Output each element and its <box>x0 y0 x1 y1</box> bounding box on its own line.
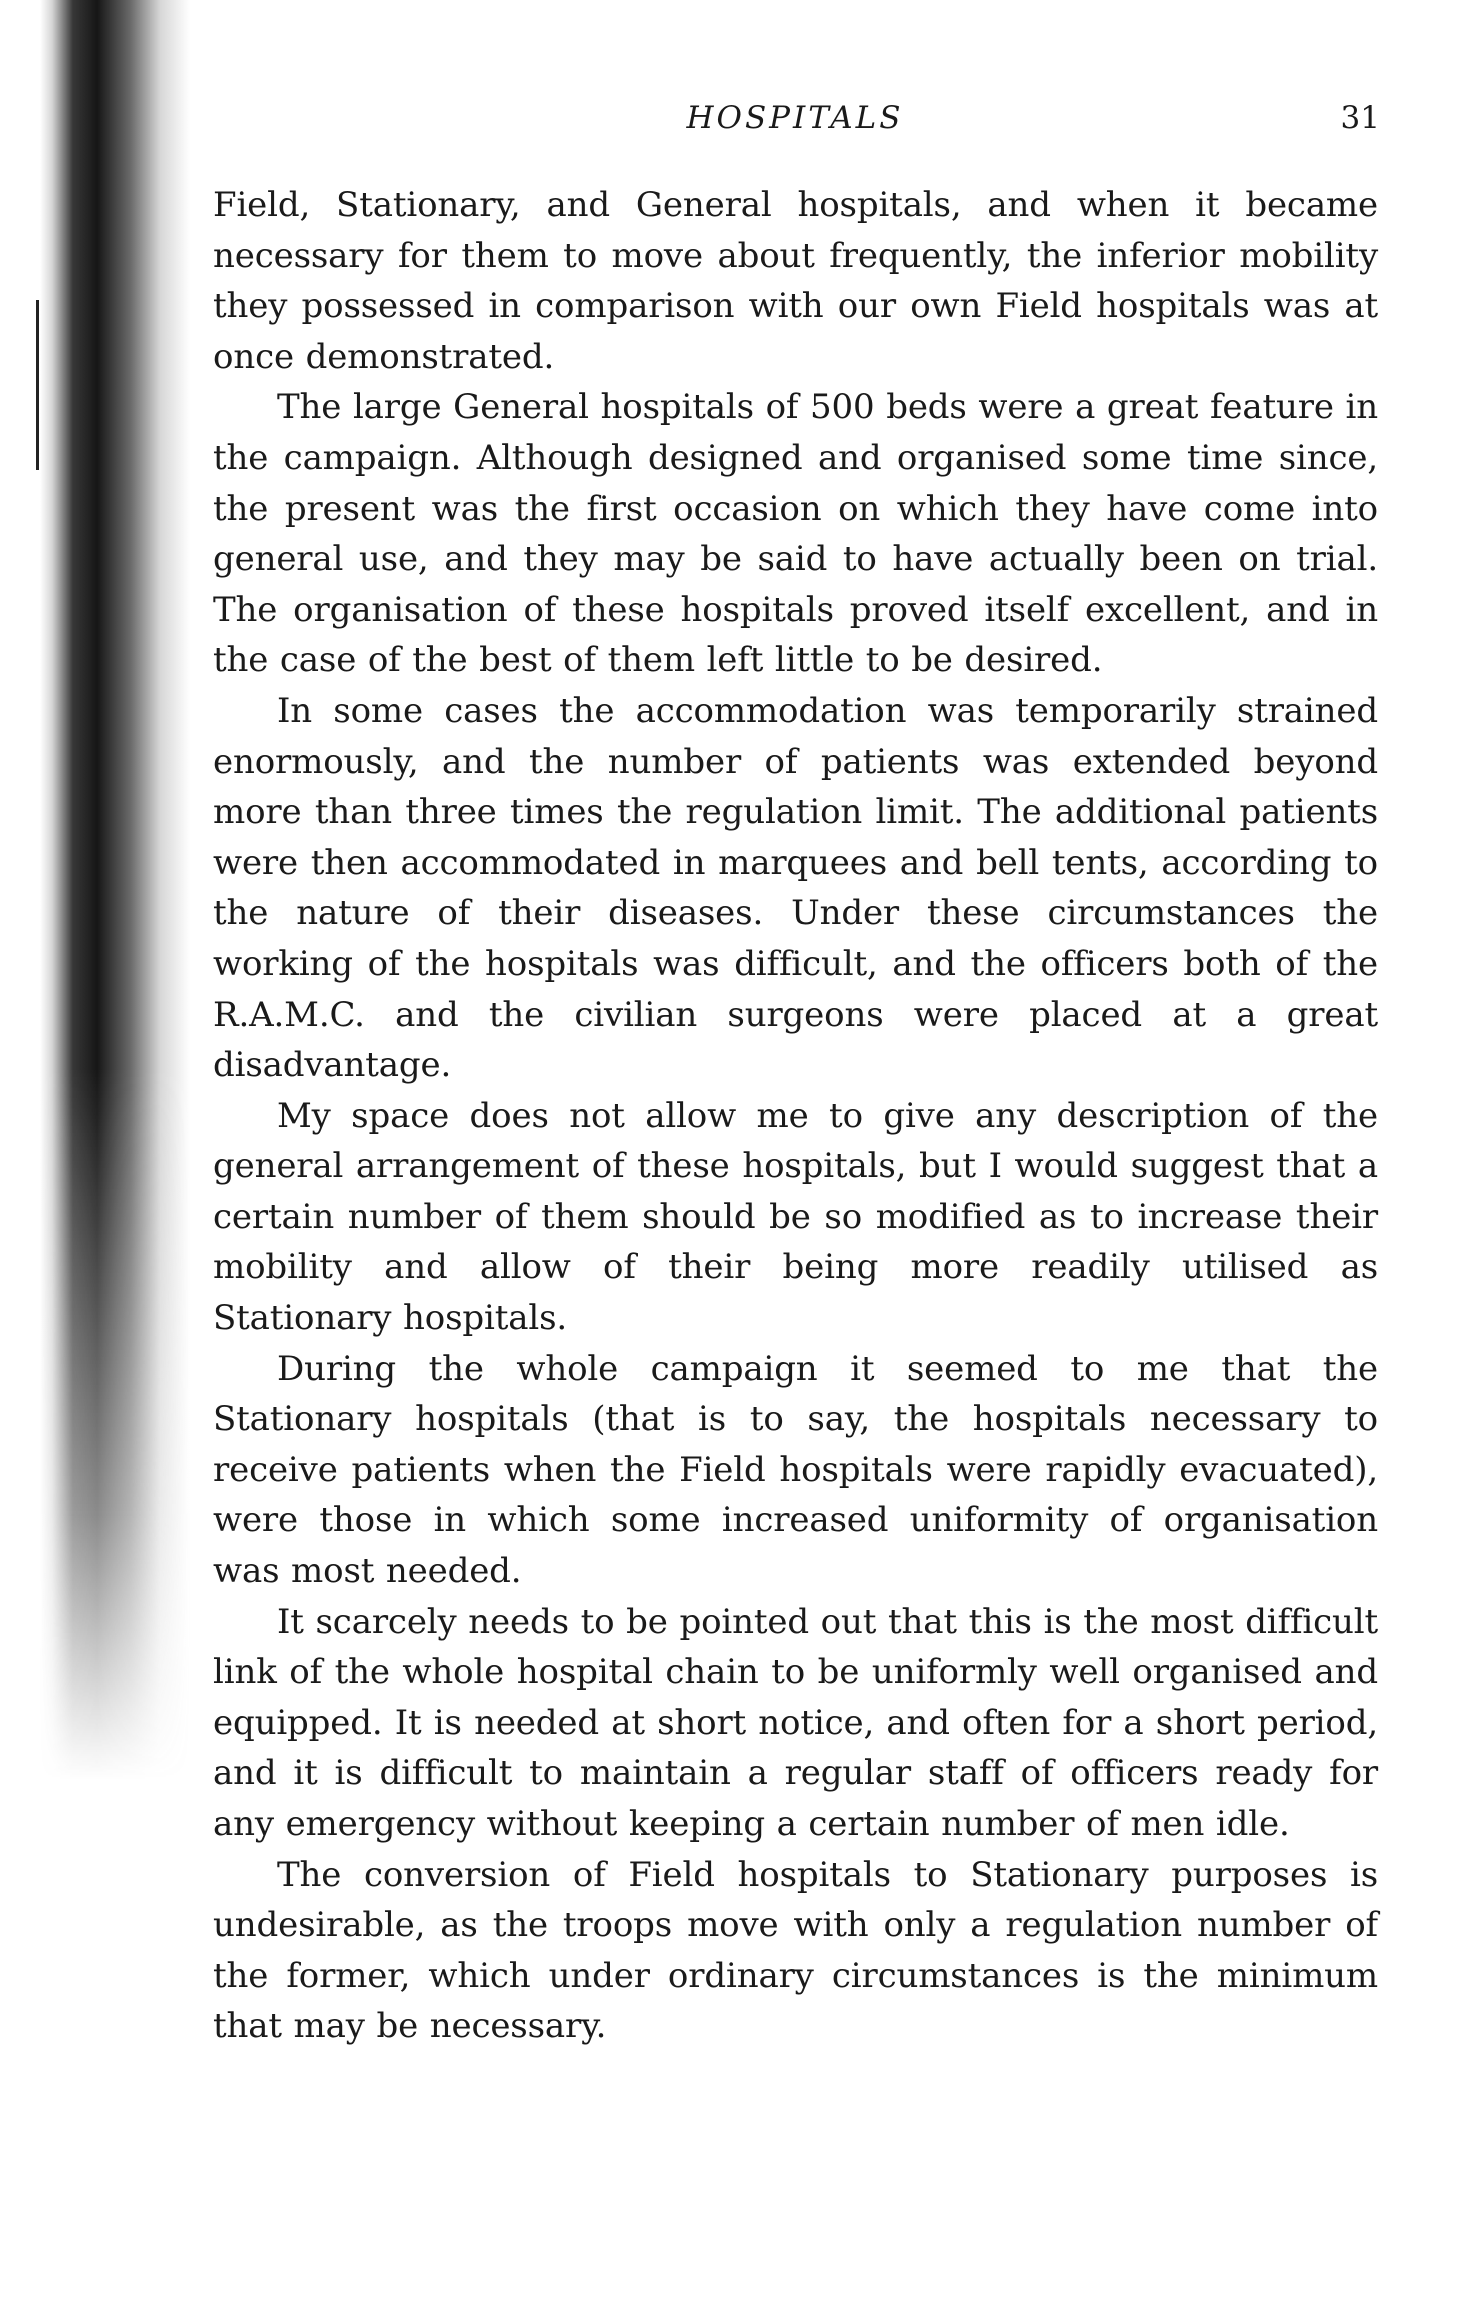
page-binding-line <box>36 300 39 470</box>
paragraph-5: During the whole campaign it seemed to me that the Stationary hospitals (that is to say, the hospitals necessary to receive patients when the Field hospitals were rapidly evacuated), were those in which some increased uniformity of organisation was most needed. <box>213 1348 1378 1592</box>
running-head <box>210 100 1380 150</box>
body-text <box>213 180 1378 2052</box>
paragraph-3: In some cases the accommodation was temporarily strained enormously, and the number of patients was extended beyond more than three times the regulation limit. The additional patients were then accommodated in marquees and bell tents, according to the nature of their diseases. Under these circumstances the working of the hospitals was difficult, and the officers both of the R.A.M.C. and the civilian surgeons were placed at a great disadvantage. <box>213 690 1378 1086</box>
running-title: HOSPITALS <box>686 100 904 136</box>
paragraph-4: My space does not allow me to give any description of the general arrangement of these hospitals, but I would suggest that a certain number of them should be so modified as to increase their mobility and allow of their being more readily utilised as Stationary hospitals. <box>213 1095 1378 1339</box>
page-number: 31 <box>1340 100 1380 136</box>
paragraph-6: It scarcely needs to be pointed out that this is the most difficult link of the whole hospital chain to be uniformly well organised and equipped. It is needed at short notice, and often for a short period, and it is difficult to maintain a regular staff of officers ready for any emergency without keeping a certain number of men idle. <box>213 1601 1378 1844</box>
paragraph-2: The large General hospitals of 500 beds were a great feature in the campaign. Although designed and organised some time since, the present was the first occasion on which they have come into general use, and they may be said to have actually been on trial. The organisation of these hospitals proved itself excellent, and in the case of the best of them left little to be desired. <box>213 387 1378 681</box>
page-binding-shadow <box>40 0 190 1780</box>
paragraph-1: Field, Stationary, and General hospitals, and when it became necessary for them to move about frequently, the inferior mobility they possessed in comparison with our own Field hospitals was at once demonstrated. <box>213 185 1378 377</box>
paragraph-7: The conversion of Field hospitals to Stationary purposes is undesirable, as the troops move with only a regulation number of the former, which under ordinary circumstances is the minimum that may be necessary. <box>213 1854 1378 2047</box>
